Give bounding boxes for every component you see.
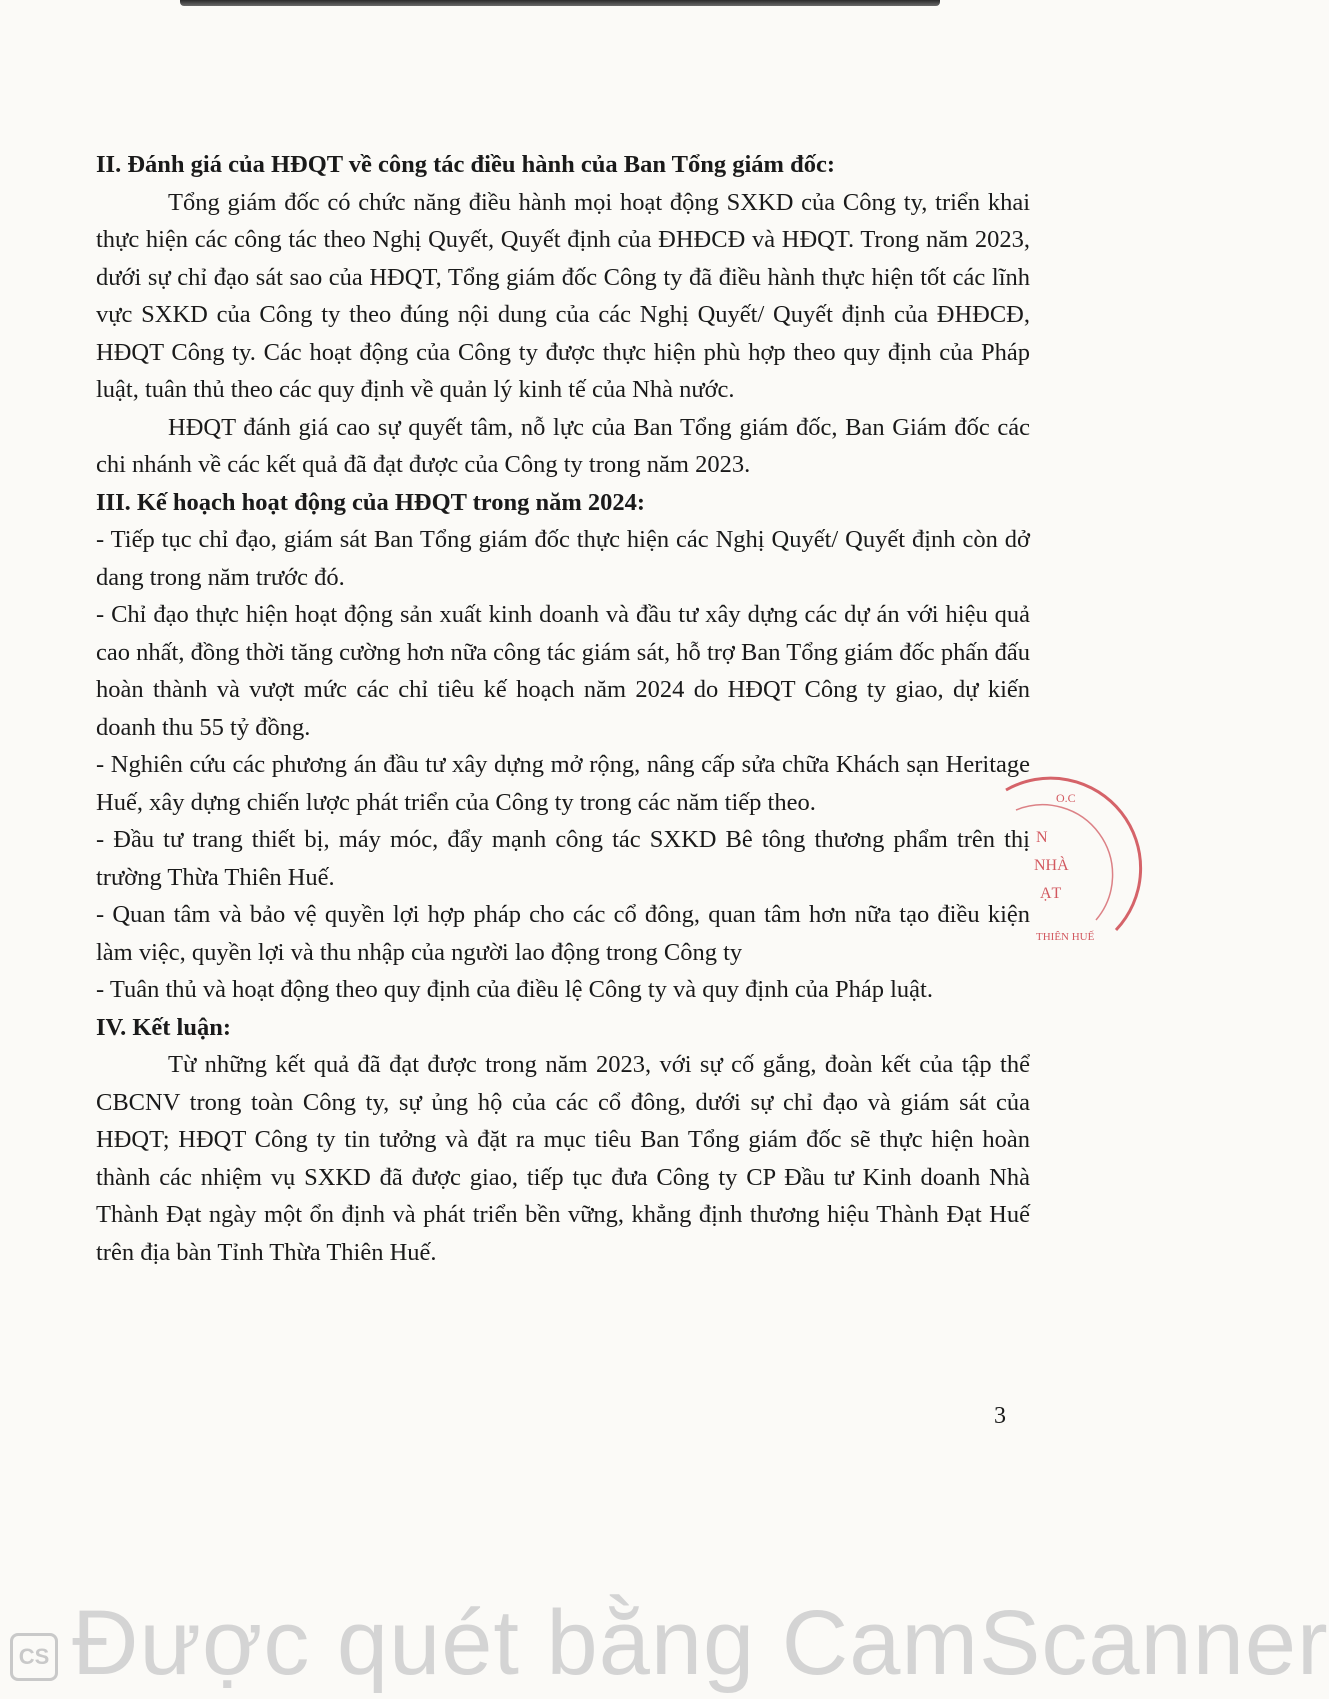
section-4-paragraph: Từ những kết quả đã đạt được trong năm 2023, với sự cố gắng, đoàn kết của tập thể CBCNV trong toàn Công ty, sự ủng hộ của các cổ đông, dưới sự chỉ đạo và giám sát của HĐQT; HĐQT Công ty tin tưởng và đặt ra mục tiêu Ban Tổng giám đốc sẽ thực hiện hoàn thành các nhiệm vụ SXKD đã được giao, tiếp tục đưa Công ty CP Đầu tư Kinh doanh Nhà Thành Đạt ngày một ổn định và phát triển bền vững, khẳng định thương hiệu Thành Đạt Huế trên địa bàn Tỉnh Thừa Thiên Huế. — [96, 1051, 1030, 1266]
scan-top-edge — [180, 0, 940, 6]
watermark-text: Được quét bằng CamScanner — [72, 1592, 1329, 1694]
section-2-paragraph-1: Tổng giám đốc có chức năng điều hành mọi hoạt động SXKD của Công ty, triển khai thực hiện các công tác theo Nghị Quyết, Quyết định của ĐHĐCĐ và HĐQT. Trong năm 2023, dưới sự chỉ đạo sát sao của HĐQT, Tổng giám đốc Công ty đã điều hành thực hiện tốt các lĩnh vực SXKD của Công ty theo đúng nội dung của các Nghị Quyết/ Quyết định của ĐHĐCĐ, HĐQT Công ty. Các hoạt động của Công ty được thực hiện phù hợp theo quy định của Pháp luật, tuân thủ theo các quy định về quản lý kinh tế của Nhà nước. — [96, 188, 1030, 403]
camscanner-logo-icon: CS — [10, 1633, 58, 1681]
plan-bullet-4: - Đầu tư trang thiết bị, máy móc, đẩy mạnh công tác SXKD Bê tông thương phẩm trên thị trường Thừa Thiên Huế. — [96, 826, 1030, 891]
plan-bullet-2: - Chỉ đạo thực hiện hoạt động sản xuất kinh doanh và đầu tư xây dựng các dự án với hiệu quả cao nhất, đồng thời tăng cường hơn nữa công tác giám sát, hỗ trợ Ban Tổng giám đốc phấn đấu hoàn thành và vượt mức các chỉ tiêu kế hoạch năm 2024 do HĐQT Công ty giao, dự kiến doanh thu 55 tỷ đồng. — [96, 601, 1030, 741]
plan-bullet-1: - Tiếp tục chỉ đạo, giám sát Ban Tổng giám đốc thực hiện các Nghị Quyết/ Quyết định còn dở dang trong năm trước đó. — [96, 526, 1030, 591]
section-4-heading: IV. Kết luận: — [96, 1013, 232, 1041]
svg-text:NHÀ: NHÀ — [1034, 857, 1069, 874]
svg-text:ẠT: ẠT — [1040, 885, 1062, 902]
svg-text:THIÊN HUẾ: THIÊN HUẾ — [1036, 931, 1095, 943]
company-seal-stamp — [996, 780, 1136, 960]
plan-bullet-3: - Nghiên cứu các phương án đầu tư xây dựng mở rộng, nâng cấp sửa chữa Khách sạn Heritage Huế, xây dựng chiến lược phát triển của Công ty trong các năm tiếp theo. — [96, 751, 1030, 816]
svg-text:N: N — [1036, 829, 1048, 846]
section-3-heading: III. Kế hoạch hoạt động của HĐQT trong năm 2024: — [96, 488, 646, 516]
plan-bullet-6: - Tuân thủ và hoạt động theo quy định của điều lệ Công ty và quy định của Pháp luật. — [96, 976, 933, 1003]
page-number: 3 — [994, 1403, 1006, 1429]
section-2-paragraph-2: HĐQT đánh giá cao sự quyết tâm, nỗ lực của Ban Tổng giám đốc, Ban Giám đốc các chi nhánh về các kết quả đã đạt được của Công ty trong năm 2023. — [96, 413, 1030, 478]
svg-text:O.C: O.C — [1056, 791, 1076, 805]
document-body — [96, 146, 1030, 1271]
plan-bullet-5: - Quan tâm và bảo vệ quyền lợi hợp pháp cho các cổ đông, quan tâm hơn nữa tạo điều kiện làm việc, quyền lợi và thu nhập của người lao động trong Công ty — [96, 901, 1030, 966]
camscanner-watermark — [0, 1592, 1329, 1699]
section-2-heading: II. Đánh giá của HĐQT về công tác điều hành của Ban Tổng giám đốc: — [96, 151, 835, 178]
